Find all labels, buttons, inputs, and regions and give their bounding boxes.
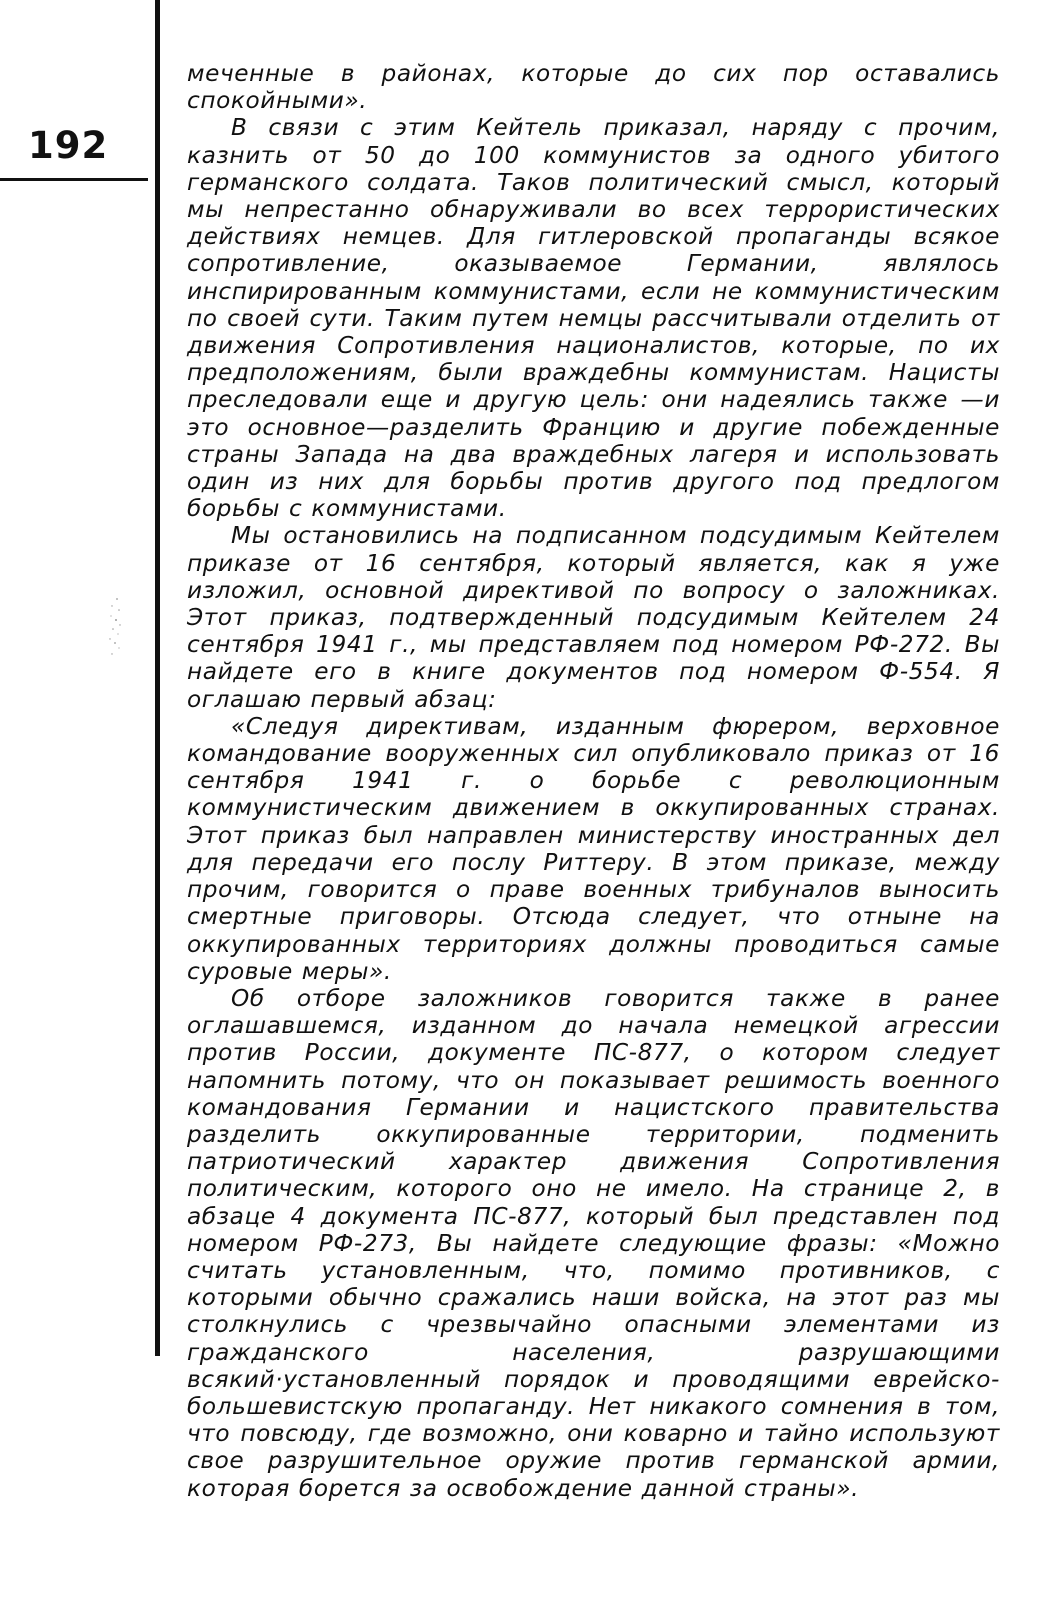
- paragraph-2: В связи с этим Кейтель приказал, наряду с прочим, казнить от 50 до 100 коммунистов за одного убитого германского солдата. Таков политический смысл, который мы непрестанно обнаруживали во всех террористических действиях немцев. Для гитлеровской пропаганды всякое сопротивление, оказываемое Германии, являлось инспирированным коммунистами, если не коммунистическим по своей сути. Таким путем немцы рассчитывали отделить от движения Сопротивления националистов, которые, по их предположениям, были враждебны коммунистам. Нацисты преследовали еще и другую цель: они надеялись также —и это основное—разделить Францию и другие побежденные страны Запада на два враждебных лагеря и использовать один из них для борьбы против другого под предлогом борьбы с коммунистами.: [187, 114, 1000, 523]
- page-number: 192: [28, 124, 109, 167]
- text-body: [187, 60, 1000, 1502]
- paragraph-3: Мы остановились на подписанном подсудимым Кейтелем приказе от 16 сентября, который является, как я уже изложил, основной директивой по вопросу о заложниках. Этот приказ, подтвержденный подсудимым Кейтелем 24 сентября 1941 г., мы представляем под номером РФ-272. Вы найдете его в книге документов под номером Ф-554. Я оглашаю первый абзац:: [187, 522, 1000, 713]
- paragraph-4-quote: «Следуя директивам, изданным фюрером, верховное командование вооруженных сил опубликовало приказ от 16 сентября 1941 г. о борьбе с революционным коммунистическим движением в оккупированных странах. Этот приказ был направлен министерству иностранных дел для передачи его послу Риттеру. В этом приказе, между прочим, говорится о праве военных трибуналов выносить смертные приговоры. Отсюда следует, что отныне на оккупированных территориях должны проводиться самые суровые меры».: [187, 712, 1000, 985]
- margin-rule: [155, 0, 160, 1356]
- paragraph-1: меченные в районах, которые до сих пор оставались спокойными».: [187, 60, 1000, 115]
- margin-specks: [108, 596, 122, 658]
- paragraph-5: Об отборе заложников говорится также в ранее оглашавшемся, изданном до начала немецкой агрессии против России, документе ПС-877, о котором следует напомнить потому, что он показывает решимость военного командования Германии и нацистского правительства разделить оккупированные территории, подменить патриотический характер движения Сопротивления политическим, которого оно не имело. На странице 2, в абзаце 4 документа ПС-877, который был представлен под номером РФ-273, Вы найдете следующие фразы: «Можно считать установленным, что, помимо противников, с которыми обычно сражались наши войска, на этот раз мы столкнулись с чрезвычайно опасными элементами из гражданского населения, разрушающими всякий·установленный порядок и проводящими еврейско-большевистскую пропаганду. Нет никакого сомнения в том, что повсюду, где возможно, они коварно и тайно используют свое разрушительное оружие против германской армии, которая борется за освобождение данной страны».: [187, 984, 1000, 1502]
- header-rule: [0, 178, 148, 181]
